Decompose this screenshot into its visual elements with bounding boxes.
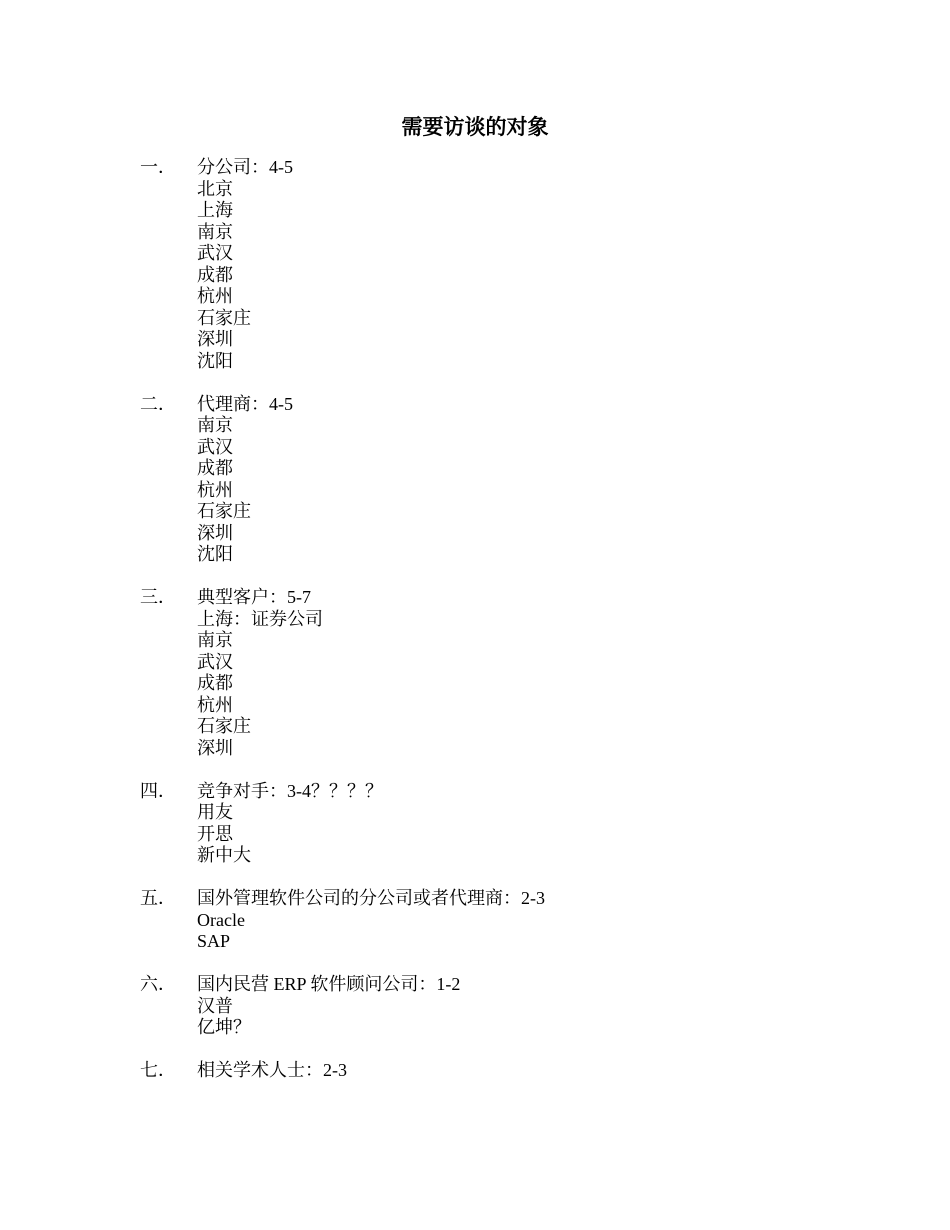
section-heading-line: [140, 1060, 840, 1082]
section-number: 五．: [140, 888, 176, 908]
list-item: 沈阳: [197, 350, 233, 371]
list-item: 北京: [197, 178, 233, 199]
list-item: 深圳: [197, 329, 233, 349]
list-item: 石家庄: [197, 501, 251, 521]
list-item: 石家庄: [197, 716, 251, 736]
section-number: 二．: [140, 393, 176, 414]
list-item: 汉普: [197, 995, 233, 1016]
list-item: 杭州: [197, 286, 233, 306]
section: [140, 394, 840, 566]
section-heading-line: [140, 394, 840, 416]
list-item: 南京: [197, 630, 233, 650]
list-item: Oracle: [197, 909, 245, 930]
section-number: 四．: [140, 780, 176, 801]
list-item: 武汉: [197, 651, 233, 672]
section-heading: 国内民营 ERP 软件顾问公司：1-2: [197, 974, 461, 994]
section: [140, 888, 840, 953]
section-heading: 国外管理软件公司的分公司或者代理商：2-3: [197, 888, 545, 908]
list-item: 杭州: [197, 479, 233, 500]
list-item: 成都: [197, 458, 233, 478]
section-heading-line: [140, 974, 840, 996]
section-number: 一．: [140, 157, 176, 177]
section-number: 三．: [140, 587, 176, 607]
section-heading-line: [140, 781, 840, 803]
section-heading: 典型客户：5-7: [197, 587, 311, 607]
section: [140, 781, 840, 867]
section-heading: 相关学术人士：2-3: [197, 1060, 347, 1080]
list-item: 石家庄: [197, 307, 251, 328]
list-item: SAP: [197, 931, 231, 951]
section-number: 六．: [140, 974, 176, 994]
list-item: 武汉: [197, 243, 233, 263]
list-item: 上海：证券公司: [197, 608, 323, 629]
section: [140, 587, 840, 759]
list-item: 深圳: [197, 522, 233, 543]
list-item: 开思: [197, 823, 233, 844]
section-heading-line: [140, 157, 840, 179]
list-item: 沈阳: [197, 544, 233, 564]
section: [140, 1060, 840, 1082]
section: [140, 974, 840, 1039]
list-item: 深圳: [197, 737, 233, 758]
section-heading-line: [140, 587, 840, 609]
section-heading: 分公司：4-5: [197, 157, 293, 177]
list-item: 杭州: [197, 694, 233, 715]
list-item: 南京: [197, 221, 233, 242]
list-item: 上海: [197, 200, 233, 220]
list-item: 用友: [197, 802, 233, 822]
list-item: 新中大: [197, 845, 251, 865]
section: [140, 157, 840, 372]
section-list: [140, 157, 840, 1103]
list-item: 成都: [197, 264, 233, 285]
section-number: 七．: [140, 1060, 176, 1080]
list-item: 武汉: [197, 436, 233, 457]
list-item: 亿坤？: [197, 1017, 251, 1037]
section-heading: 代理商：4-5: [197, 393, 293, 414]
section-heading-line: [140, 888, 840, 910]
list-item: 成都: [197, 673, 233, 693]
list-item: 南京: [197, 415, 233, 435]
section-heading: 竞争对手：3-4？？？？: [197, 780, 383, 801]
document-title: 需要访谈的对象: [401, 114, 549, 139]
